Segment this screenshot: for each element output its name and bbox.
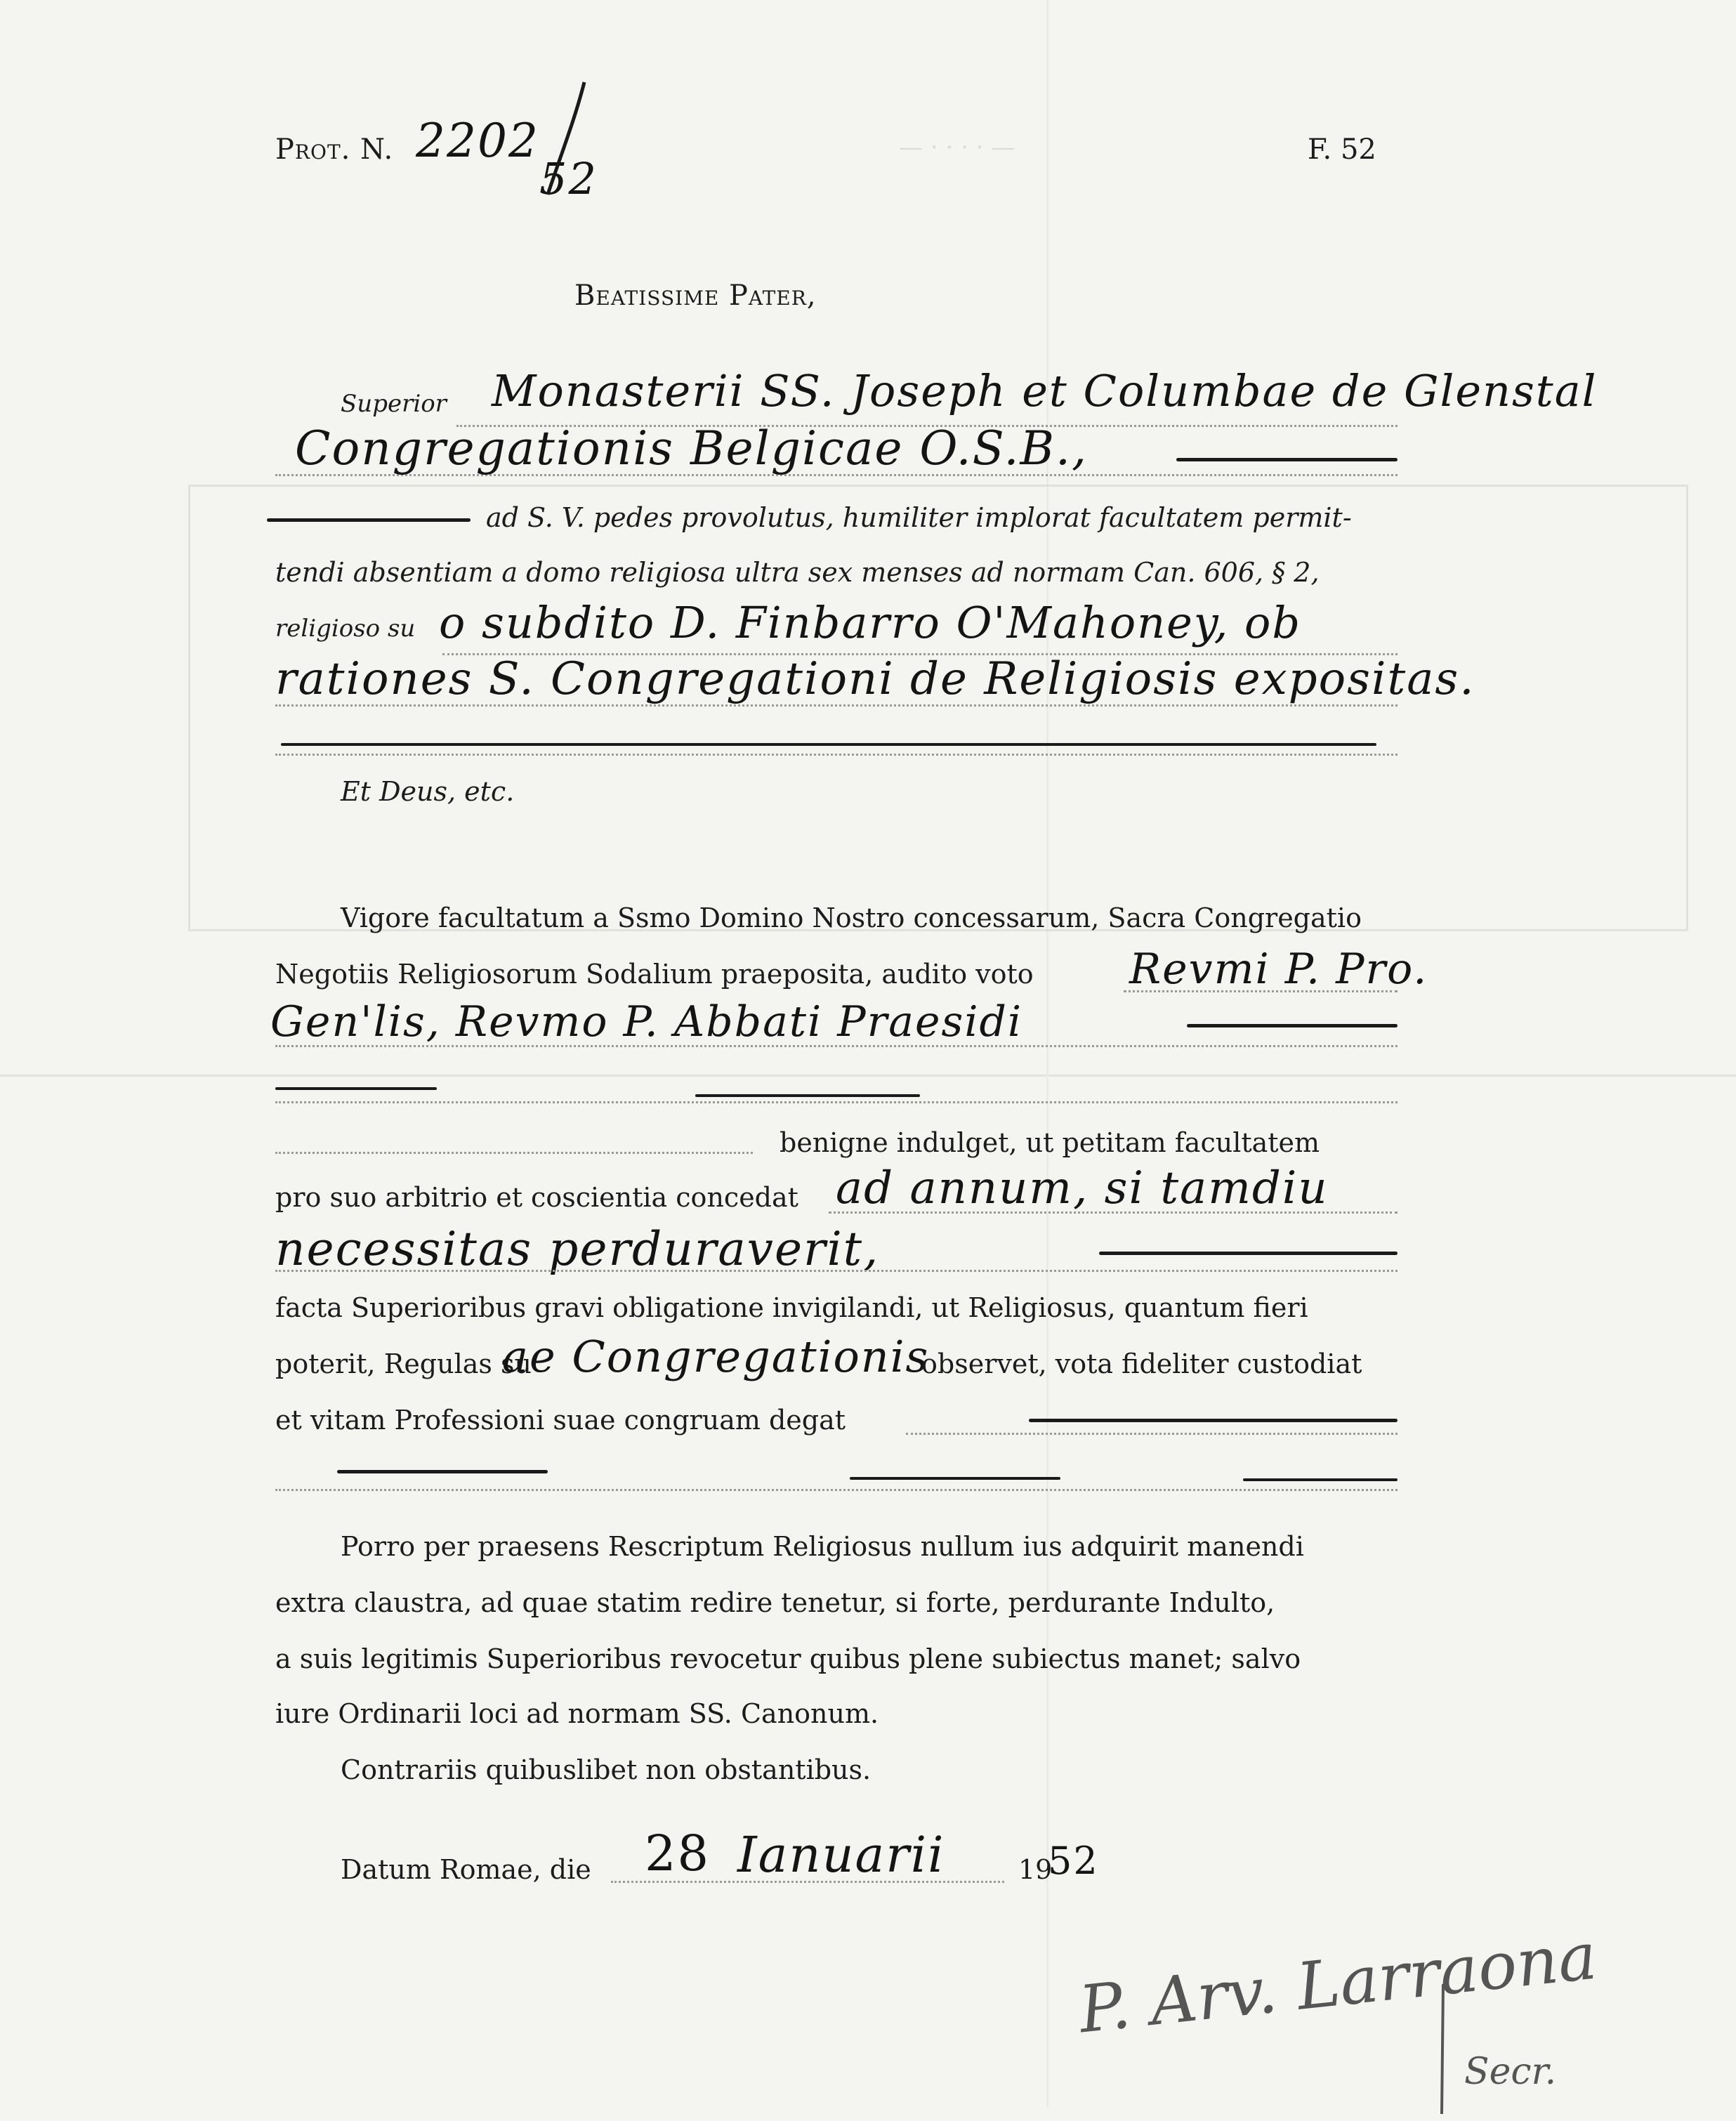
bleed-through-box	[188, 485, 1688, 931]
superior-handwritten-2: Congregationis Belgicae O.S.B.,	[295, 421, 1088, 475]
voto-handwritten-1: Revmi P. Pro.	[1129, 945, 1428, 994]
datum-label: Datum Romae, die	[341, 1854, 591, 1885]
degat-line	[906, 1433, 1398, 1435]
filler-stroke	[267, 518, 471, 522]
paper-fold-horizontal	[0, 1075, 1736, 1077]
superior-label: Superior	[341, 390, 447, 418]
filler-stroke	[275, 1087, 437, 1090]
salutation: Beatissime Pater,	[574, 280, 817, 312]
month-handwritten: Ianuarii	[737, 1826, 945, 1884]
bleed-through-text: — · · · · —	[899, 133, 1015, 162]
filler-stroke	[1243, 1478, 1398, 1481]
indulget-line	[275, 1152, 753, 1154]
religioso-line-2	[275, 704, 1398, 707]
signature-flourish	[1429, 1981, 1457, 2121]
prot-slash	[541, 79, 597, 198]
rescript-p1-line2: Negotiis Religiosorum Sodalium praeposita, audito voto	[275, 959, 1034, 990]
prot-year-handwritten: 52	[539, 153, 598, 204]
form-code: F. 52	[1308, 133, 1376, 166]
concedat-line-1	[829, 1211, 1398, 1214]
rescript-p1-line1: Vigore facultatum a Ssmo Domino Nostro concessarum, Sacra Congregatio	[341, 902, 1362, 933]
filler-stroke	[337, 1470, 548, 1473]
year-handwritten: 52	[1048, 1839, 1099, 1883]
concedat-handwritten-2: necessitas perduraverit,	[275, 1222, 880, 1276]
voto-line-2	[275, 1045, 1398, 1047]
voto-handwritten-2: Gen'lis, Revmo P. Abbati Praesidi	[270, 997, 1023, 1046]
rescript-p3-line1: facta Superioribus gravi obligatione invigilandi, ut Religiosus, quantum fieri	[275, 1292, 1308, 1323]
rescript-p2-line2: pro suo arbitrio et coscientia concedat	[275, 1182, 798, 1213]
religioso-line-3	[275, 754, 1398, 756]
request-line-2: tendi absentiam a domo religiosa ultra sex menses ad normam Can. 606, § 2,	[275, 557, 1320, 588]
day-handwritten: 28	[645, 1825, 711, 1882]
rescript-p5: Contrariis quibuslibet non obstantibus.	[341, 1754, 872, 1785]
rescript-p3-line3: et vitam Professioni suae congruam degat	[275, 1405, 846, 1436]
prot-label: Prot. N.	[275, 133, 394, 166]
filler-stroke	[1187, 1024, 1398, 1027]
religioso-handwritten-2: rationes S. Congregationi de Religiosis expositas.	[275, 653, 1475, 705]
rescript-p4-line3: a suis legitimis Superioribus revocetur quibus plene subiectus manet; salvo	[275, 1643, 1301, 1674]
prot-number-handwritten: 2202	[416, 114, 539, 168]
rescript-p3-line2a: poterit, Regulas su	[275, 1348, 532, 1379]
filler-stroke	[1029, 1419, 1398, 1422]
paper-fold-vertical	[1046, 0, 1048, 2107]
voto-line-3	[275, 1101, 1398, 1103]
religioso-handwritten-1: o subdito D. Finbarro O'Mahoney, ob	[439, 597, 1302, 648]
filler-stroke	[1099, 1252, 1398, 1255]
signature: P. Arv. Larraona	[1075, 1918, 1600, 2048]
filler-stroke	[281, 743, 1376, 746]
closing: Et Deus, etc.	[341, 776, 515, 807]
filler-stroke	[695, 1094, 920, 1097]
rescript-p3-line2b: observet, vota fideliter custodiat	[921, 1348, 1362, 1379]
concedat-line-2	[275, 1270, 1398, 1272]
request-line-1: ad S. V. pedes provolutus, humiliter implorat facultatem permit-	[486, 502, 1352, 533]
rescript-p2-line1: benigne indulget, ut petitam facultatem	[780, 1127, 1320, 1158]
concedat-handwritten-1: ad annum, si tamdiu	[836, 1162, 1329, 1214]
voto-line-1	[1124, 990, 1398, 992]
signature-title: Secr.	[1464, 2051, 1557, 2093]
year-prefix: 19	[1018, 1854, 1053, 1885]
rescript-p4-line4: iure Ordinarii loci ad normam SS. Canonum.	[275, 1698, 879, 1729]
regulas-handwritten: ae Congregationis	[502, 1331, 930, 1382]
degat-line-2	[275, 1489, 1398, 1491]
filler-stroke	[1176, 458, 1398, 461]
superior-handwritten-1: Monasterii SS. Joseph et Columbae de Glenstal	[492, 365, 1598, 416]
rescript-p4-line1: Porro per praesens Rescriptum Religiosus nullum ius adquirit manendi	[341, 1531, 1304, 1562]
filler-stroke	[850, 1477, 1060, 1480]
religioso-label: religioso su	[275, 615, 416, 643]
rescript-p4-line2: extra claustra, ad quae statim redire tenetur, si forte, perdurante Indulto,	[275, 1587, 1275, 1618]
